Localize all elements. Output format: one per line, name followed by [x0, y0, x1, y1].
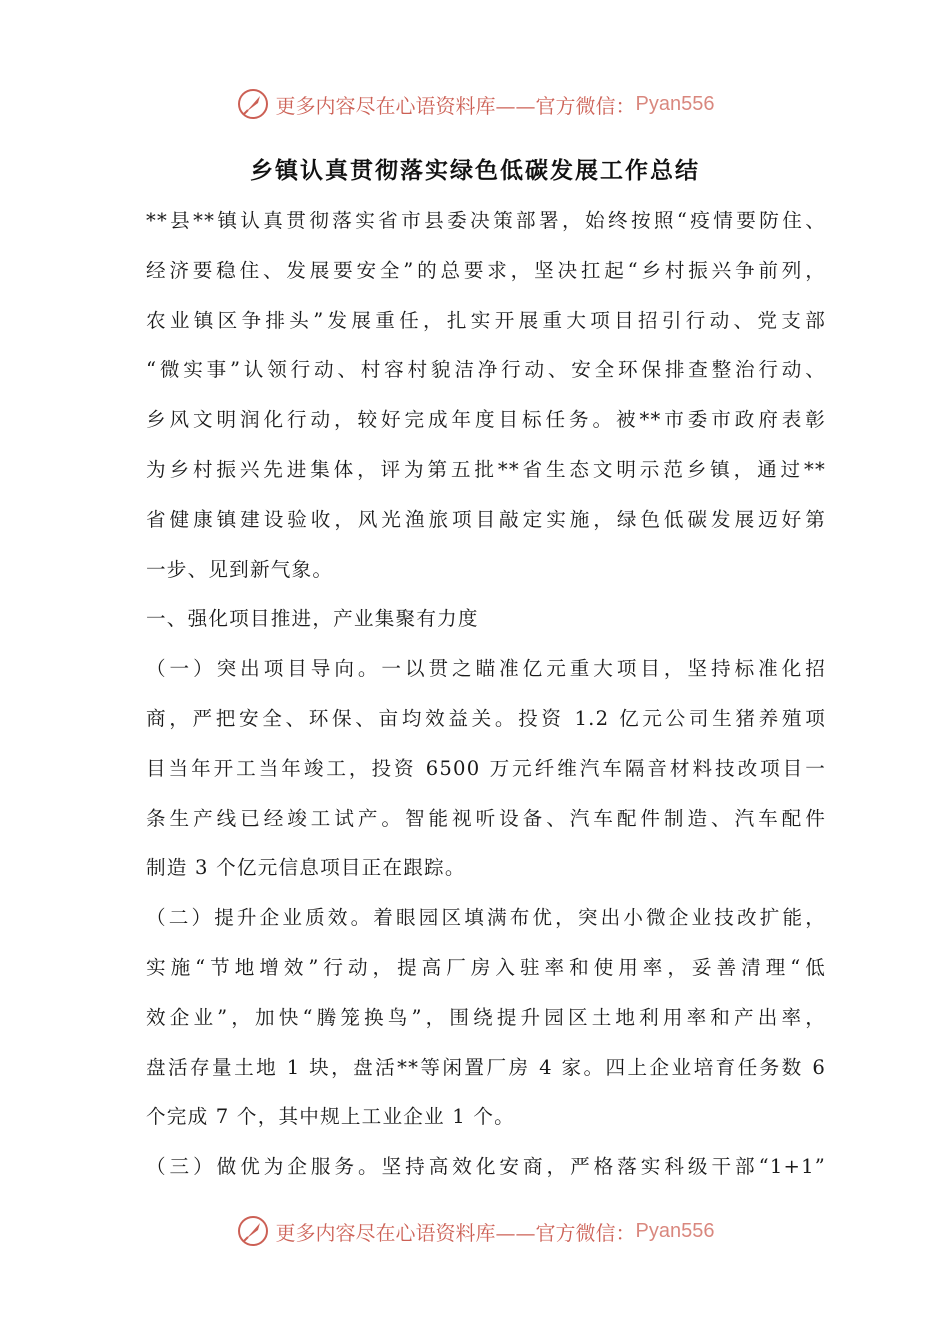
document-body	[146, 196, 826, 1192]
text-line: 乡风文明润化行动，较好完成年度目标任务。被**市委市政府表彰	[146, 408, 826, 432]
text-line: 目当年开工当年竣工，投资 6500 万元纤维汽车隔音材料技改项目一	[146, 756, 826, 780]
text-line: 盘活存量土地 1 块，盘活**等闲置厂房 4 家。四上企业培育任务数 6	[146, 1055, 826, 1079]
text-line: 一步、见到新气象。	[146, 557, 334, 581]
text-line: （三）做优为企服务。坚持高效化安商，严格落实科级干部“1+1”	[146, 1155, 826, 1179]
text-line: 一、强化项目推进，产业集聚有力度	[146, 607, 479, 631]
text-line: （二）提升企业质效。着眼园区填满布优，突出小微企业技改扩能，	[146, 906, 826, 930]
quill-logo-icon	[236, 1214, 270, 1248]
text-line: “微实事”认领行动、村容村貌洁净行动、安全环保排查整治行动、	[146, 358, 826, 382]
text-line: 省健康镇建设验收，风光渔旅项目敲定实施，绿色低碳发展迈好第	[146, 507, 826, 531]
text-line: 制造 3 个亿元信息项目正在跟踪。	[146, 856, 466, 880]
text-line: 实施“节地增效”行动，提高厂房入驻率和使用率，妥善清理“低	[146, 955, 826, 979]
watermark-wechat-id: Pyan556	[635, 92, 715, 115]
watermark-footer	[0, 1211, 950, 1251]
text-line: 经济要稳住、发展要安全”的总要求，坚决扛起“乡村振兴争前列，	[146, 258, 826, 282]
watermark-text: 更多内容尽在心语资料库——官方微信：	[275, 1220, 636, 1245]
text-line: 农业镇区争排头”发展重任，扎实开展重大项目招引行动、党支部	[146, 308, 826, 332]
text-line: 为乡村振兴先进集体，评为第五批**省生态文明示范乡镇，通过**	[146, 457, 826, 481]
text-line: 条生产线已经竣工试产。智能视听设备、汽车配件制造、汽车配件	[146, 806, 826, 830]
text-line: **县**镇认真贯彻落实省市县委决策部署，始终按照“疫情要防住、	[146, 209, 826, 232]
watermark-wechat-id: Pyan556	[635, 1219, 715, 1242]
document-title: 乡镇认真贯彻落实绿色低碳发展工作总结	[250, 157, 700, 184]
quill-logo-icon	[236, 87, 270, 121]
text-line: 商，严把安全、环保、亩均效益关。投资 1.2 亿元公司生猪养殖项	[146, 706, 826, 730]
text-line: 个完成 7 个，其中规上工业企业 1 个。	[146, 1105, 515, 1129]
watermark-header	[0, 84, 950, 124]
text-line: （一）突出项目导向。一以贯之瞄准亿元重大项目，坚持标准化招	[146, 657, 826, 681]
text-line: 效企业”，加快“腾笼换鸟”，围绕提升园区土地利用率和产出率，	[146, 1005, 826, 1029]
watermark-text: 更多内容尽在心语资料库——官方微信：	[275, 93, 636, 118]
